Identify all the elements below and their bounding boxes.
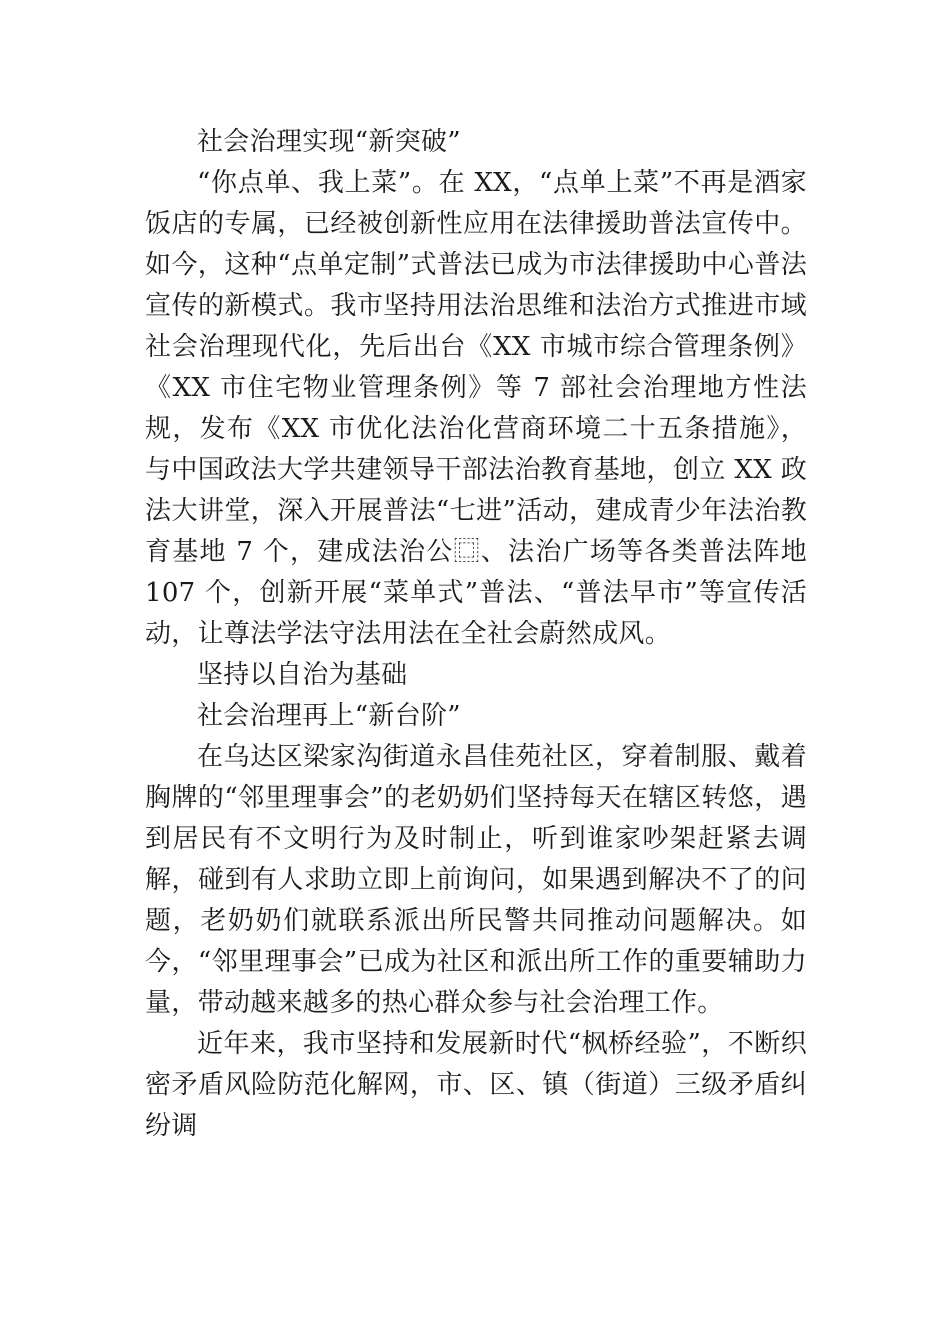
body-paragraph: “你点单、我上菜”。在 XX，“点单上菜”不再是酒家饭店的专属，已经被创新性应用在法律援助普法宣传中。如今，这种“点单定制”式普法已成为市法律援助中心普法宣传的新模式。我市坚持用法治思维和法治方式推进市域社会治理现代化，先后出台《XX 市城市综合管理条例》《XX 市住宅物业管理条例》等 7 部社会治理地方性法规，发布《XX 市优化法治化营商环境二十五条措施》，与中国政法大学共建领导干部法治教育基地，创立 XX 政法大讲堂，深入开展普法“七进”活动，建成青少年法治教育基地 7 个，建成法治公⿴、法治广场等各类普法阵地 107 个，创新开展“菜单式”普法、“普法早市”等宣传活动，让尊法学法守法用法在全社会蔚然成风。 bbox=[145, 168, 807, 649]
section-heading: 坚持以自治为基础 bbox=[197, 660, 408, 690]
section-heading: 社会治理实现“新突破” bbox=[197, 127, 461, 157]
body-paragraph: 在乌达区梁家沟街道永昌佳苑社区，穿着制服、戴着胸牌的“邻里理事会”的老奶奶们坚持每天在辖区转悠，遇到居民有不文明行为及时制止，听到谁家吵架赶紧去调解，碰到有人求助立即上前询问，如果遇到解决不了的问题，老奶奶们就联系派出所民警共同推动问题解决。如今，“邻里理事会”已成为社区和派出所工作的重要辅助力量，带动越来越多的热心群众参与社会治理工作。 bbox=[145, 742, 807, 1018]
body-paragraph: 近年来，我市坚持和发展新时代“枫桥经验”，不断织密矛盾风险防范化解网，市、区、镇（街道）三级矛盾纠纷调 bbox=[145, 1029, 807, 1141]
document-body bbox=[145, 122, 807, 1147]
section-heading: 社会治理再上“新台阶” bbox=[197, 701, 461, 731]
